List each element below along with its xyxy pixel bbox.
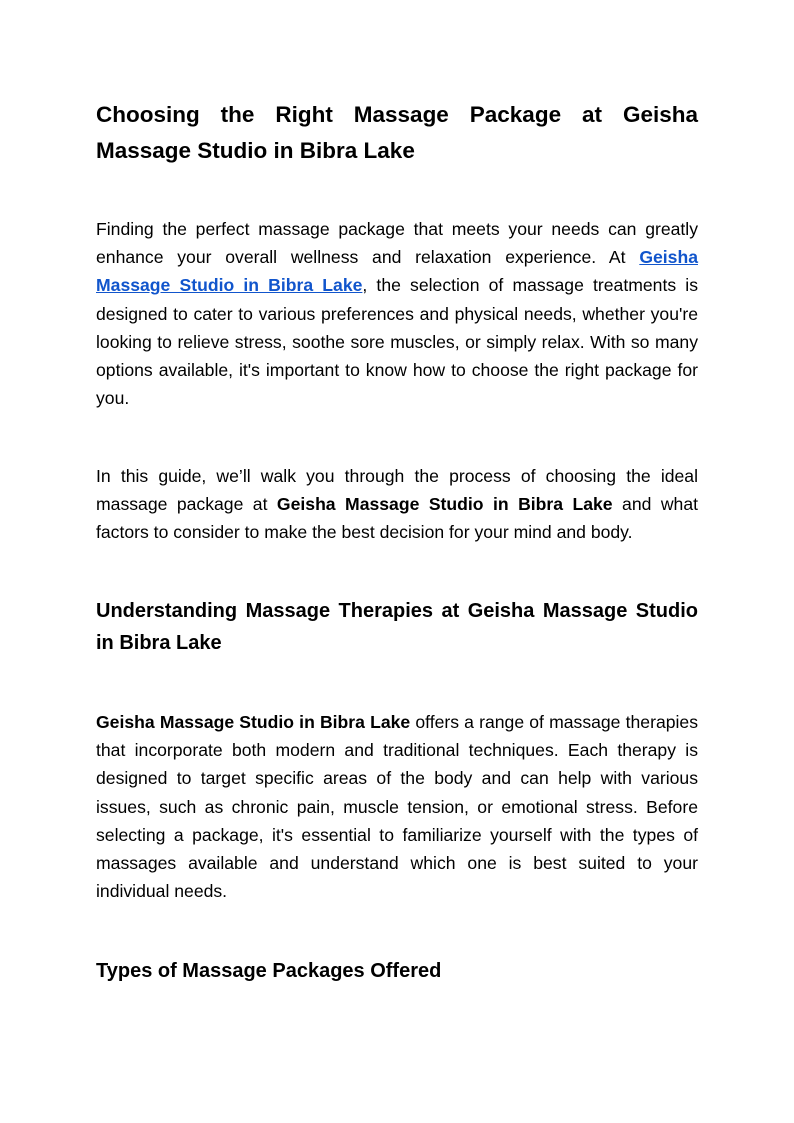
intro-text-start: Finding the perfect massage package that meets your needs can greatly enhance your overall wellness and relaxation experience. At [96,219,698,268]
guide-paragraph [96,462,698,547]
therapies-paragraph [96,708,698,905]
guide-studio-name: Geisha Massage Studio in Bibra Lake [276,494,613,515]
intro-paragraph [96,215,698,412]
intro-text-end: , the selection of massage treatments is designed to cater to various preferences and physical needs, whether you're looking to relieve stress, soothe sore muscles, or simply relax. With so many options available, it's important to know how to choose the right package for you. [96,275,698,409]
therapies-studio-name: Geisha Massage Studio in Bibra Lake [96,712,411,732]
section-heading-packages: Types of Massage Packages Offered [96,960,442,982]
document-title: Choosing the Right Massage Package at Geisha Massage Studio in Bibra Lake [96,102,698,163]
guide-text-end: and what factors to consider to make the best decision for your mind and body. [96,494,699,543]
therapies-text: offers a range of massage therapies that incorporate both modern and traditional techniques. Each therapy is designed to target specific areas of the body and can help with various issues, such as chronic pain, muscle tension, or emotional stress. Before selecting a package, it's essential to familiarize yourself with the types of massages available and understand which one is best suited to your individual needs. [96,712,698,902]
section-heading-therapies: Understanding Massage Therapies at Geisha Massage Studio in Bibra Lake [96,600,698,654]
guide-text-start: In this guide, we’ll walk you through the process of choosing the ideal massage package at [96,466,698,515]
studio-link[interactable]: Geisha Massage Studio in Bibra Lake [96,247,698,296]
